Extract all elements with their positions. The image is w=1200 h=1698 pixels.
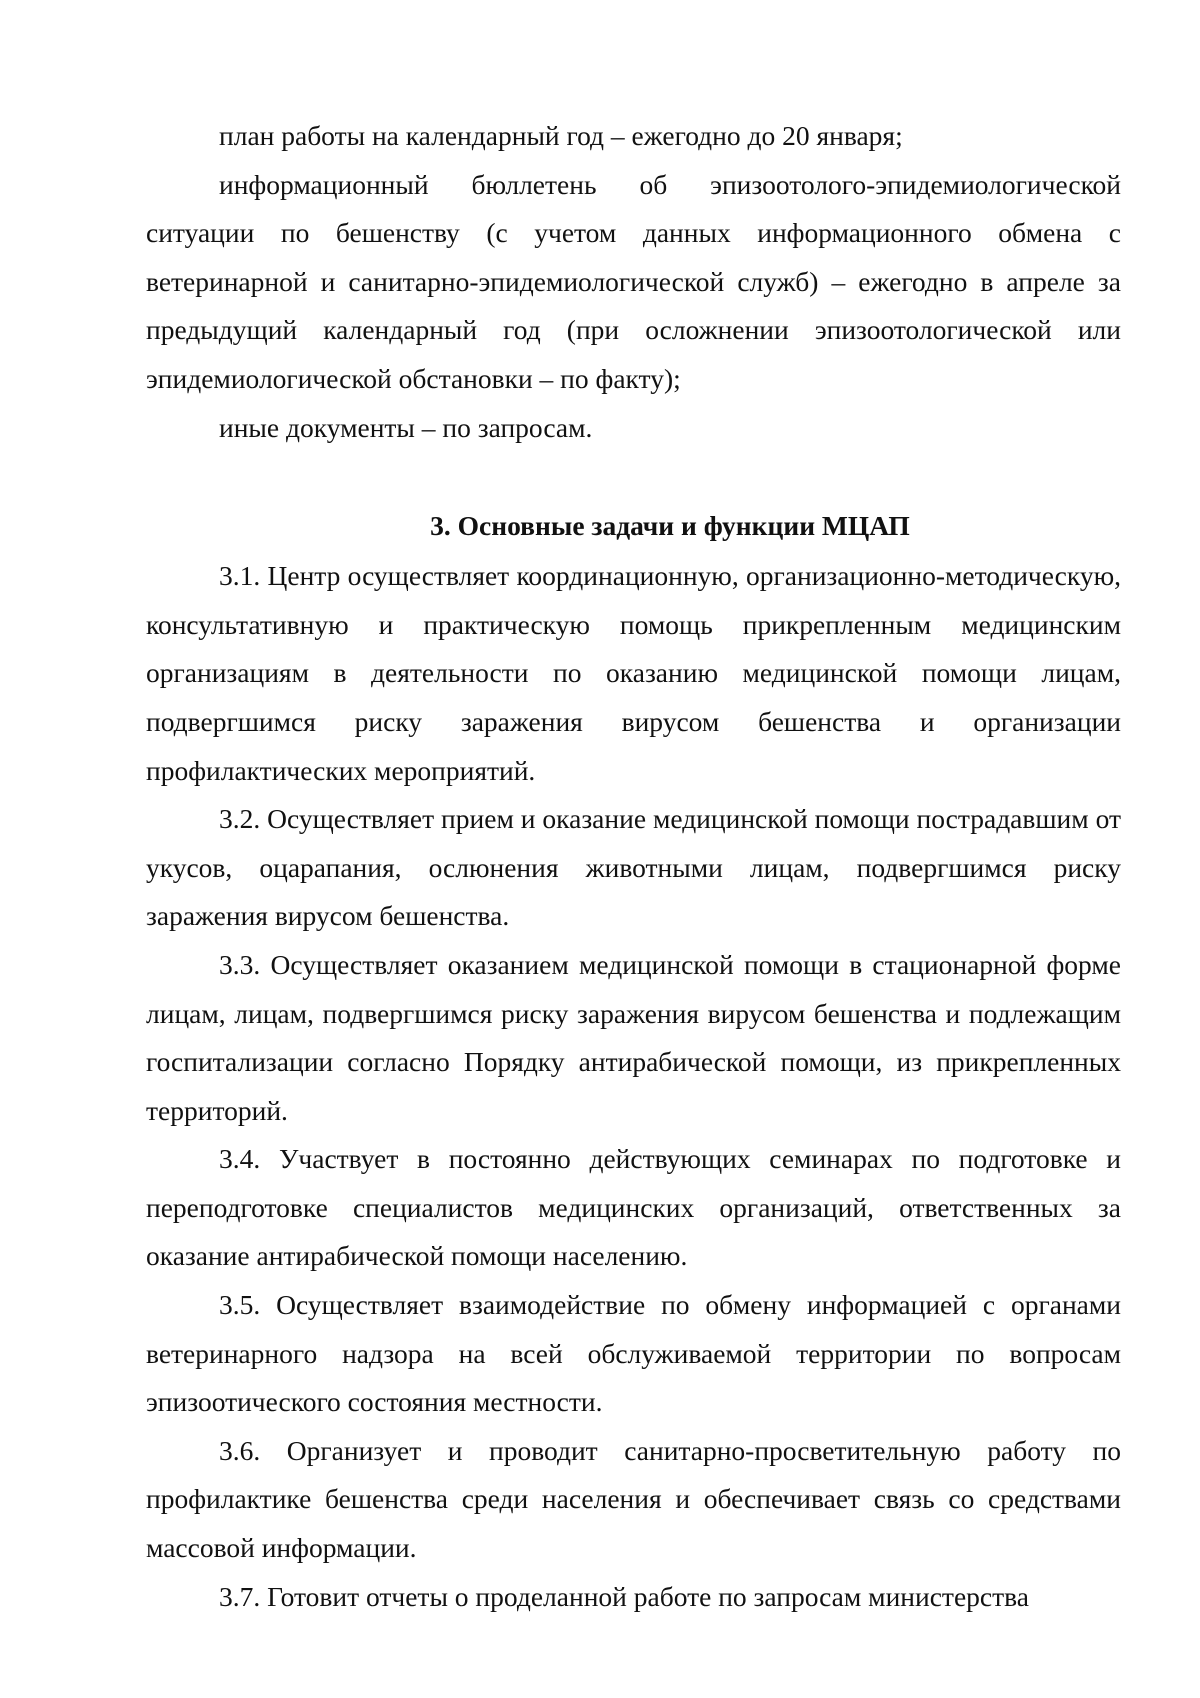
- paragraph-bulletin: информационный бюллетень об эпизоотолого-эпидемиологической ситуации по бешенству (с учетом данных информационного обмена с ветеринарной и санитарно-эпидемиологической служб) – ежегодно в апреле за предыдущий календарный год (при осложнении эпизоотологической или эпидемиологической обстановки – по факту);: [146, 168, 1121, 394]
- paragraph-3-2: 3.2. Осуществляет прием и оказание медицинской помощи пострадавшим от укусов, оцарапания, ослюнения животными лицам, подвергшимся риску заражения вирусом бешенства.: [146, 803, 1121, 932]
- paragraph-3-4: 3.4. Участвует в постоянно действующих семинарах по подготовке и переподготовке специалистов медицинских организаций, ответственных за оказание антирабической помощи населению.: [146, 1143, 1121, 1272]
- paragraph-other-documents: иные документы – по запросам.: [219, 411, 593, 443]
- paragraph-3-7: 3.7. Готовит отчеты о проделанной работе по запросам министерства: [219, 1580, 1029, 1612]
- section-heading: 3. Основные задачи и функции МЦАП: [430, 510, 910, 542]
- paragraph-3-6: 3.6. Организует и проводит санитарно-просветительную работу по профилактике бешенства среди населения и обеспечивает связь со средствами массовой информации.: [146, 1434, 1121, 1564]
- section-spacer: [146, 452, 1121, 500]
- paragraph-3-1: 3.1. Центр осуществляет координационную, организационно-методическую, консультативную и практическую помощь прикрепленным медицинским организациям в деятельности по оказанию медицинской помощи лицам, подвергшимся риску заражения вирусом бешенства и организации профилактических мероприятий.: [146, 560, 1121, 786]
- paragraph-3-3: 3.3. Осуществляет оказанием медицинской помощи в стационарной форме лицам, лицам, подвергшимся риску заражения вирусом бешенства и подлежащим госпитализации согласно Порядку антирабической помощи, из прикрепленных территорий.: [146, 948, 1121, 1126]
- paragraph-work-plan: план работы на календарный год – ежегодно до 20 января;: [219, 120, 903, 151]
- document-page: [146, 112, 1121, 1621]
- paragraph-3-5: 3.5. Осуществляет взаимодействие по обмену информацией с органами ветеринарного надзора на всей обслуживаемой территории по вопросам эпизоотического состояния местности.: [146, 1289, 1121, 1418]
